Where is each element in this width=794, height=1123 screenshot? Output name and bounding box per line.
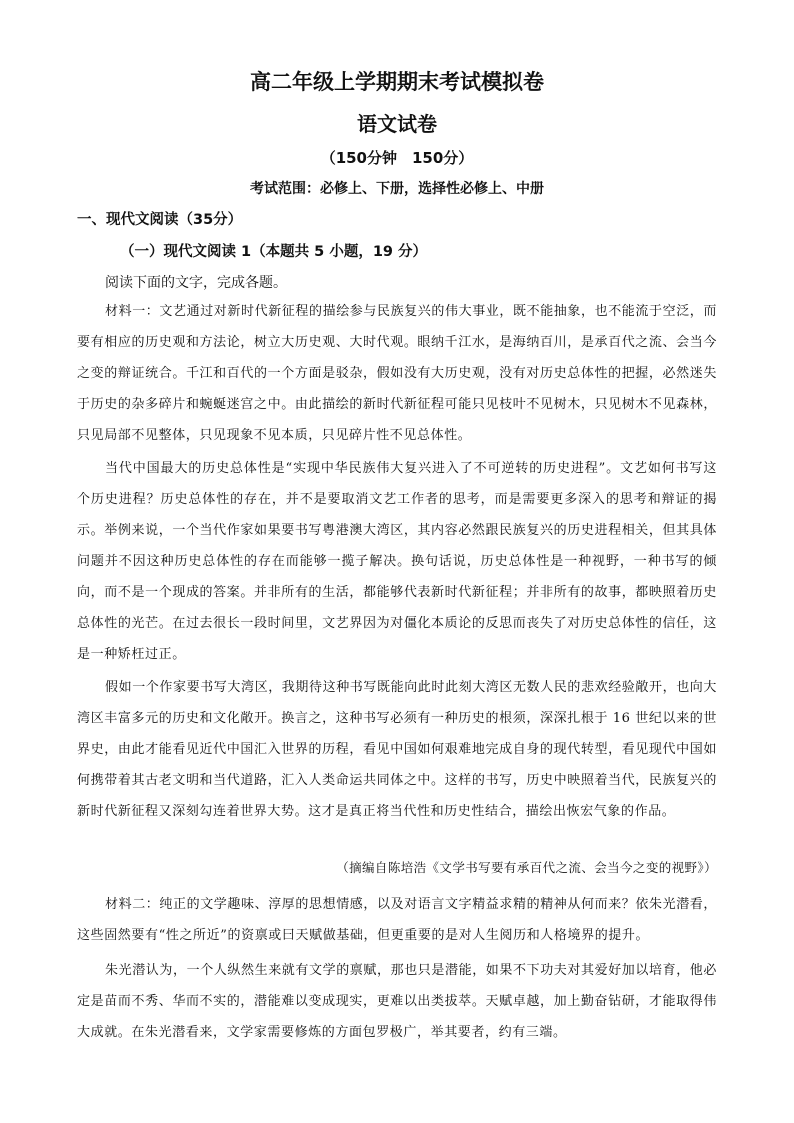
material2-paragraph-2	[77, 955, 717, 1048]
paragraph-text: 假如一个作家要书写大湾区，我期待这种书写既能向此时此刻大湾区无数人民的悲欢经验敞开，也向大湾区丰富多元的历史和文化敞开。换言之，这种书写必须有一种历史的根须，深深扎根于 16 世纪以来的世界史，由此才能看见近代中国汇入世界的历程，看见中国如何艰难地完成自身的现代转型，看见现代中国如何携带着其古老文明和当代道路，汇入人类命运共同体之中。这样的书写，历史中映照着当代，民族复兴的新时代新征程又深刻勾连着世界大势。这才是真正将当代性和历史性结合，描绘出恢宏气象的作品。	[77, 680, 718, 819]
reading-instruction: 阅读下面的文字，完成各题。	[105, 275, 287, 291]
paragraph-text: 朱光潜认为，一个人纵然生来就有文学的禀赋，那也只是潜能，如果不下功夫对其爱好加以培育，他必定是苗而不秀、华而不实的，潜能难以变成现实，更难以出类拔萃。天赋卓越，加上勤奋钻研，才能取得伟大成就。在朱光潜看来，文学家需要修炼的方面包罗极广，举其要者，约有三端。	[77, 963, 718, 1040]
material1-paragraph-1	[77, 296, 717, 451]
paragraph-text: 材料一：文艺通过对新时代新征程的描绘参与民族复兴的伟大事业，既不能抽象，也不能流于空泛，而要有相应的历史观和方法论，树立大历史观、大时代观。眼纳千江水，是海纳百川，是承百代之流、会当今之变的辩证统合。千江和百代的一个方面是驳杂，假如没有大历史观，没有对历史总体性的把握，必然迷失于历史的杂多碎片和蜿蜒迷宫之中。由此描绘的新时代新征程可能只见枝叶不见树木，只见树木不见森林，只见局部不见整体，只见现象不见本质，只见碎片性不见总体性。	[77, 304, 718, 443]
material1-paragraph-3	[77, 672, 717, 827]
exam-main-title: 高二年级上学期期末考试模拟卷	[250, 70, 544, 94]
paragraph-text: 当代中国最大的历史总体性是“实现中华民族伟大复兴进入了不可逆转的历史进程”。文艺如何书写这个历史进程？历史总体性的存在，并不是要取消文艺工作者的思考，而是需要更多深入的思考和辩证的揭示。举例来说，一个当代作家如果要书写粤港澳大湾区，其内容必然跟民族复兴的历史进程相关，但其具体问题并不因这种历史总体性的存在而能够一揽子解决。换句话说，历史总体性是一种视野，一种书写的倾向，而不是一个现成的答案。并非所有的生活，都能够代表新时代新征程；并非所有的故事，都映照着历史总体性的光芒。在过去很长一段时间里，文艺界因为对僵化本质论的反思而丧失了对历史总体性的信任，这是一种矫枉过正。	[77, 461, 717, 662]
section-heading: 一、现代文阅读（35分）	[77, 212, 243, 228]
paragraph-text: 材料二：纯正的文学趣味、淳厚的思想情感，以及对语言文字精益求精的精神从何而来？依朱光潜看，这些固然要有“性之所近”的资禀或曰天赋做基础，但更重要的是对人生阅历和人格境界的提升。	[77, 897, 718, 943]
subsection-heading: （一）现代文阅读 1（本题共 5 小题，19 分）	[120, 244, 428, 260]
material1-source-citation: （摘编自陈培浩《文学书写要有承百代之流、会当今之变的视野》）	[336, 860, 717, 875]
material1-paragraph-2	[77, 453, 717, 670]
exam-duration: （150分钟 150分）	[320, 149, 474, 167]
material2-paragraph-1	[77, 889, 717, 951]
exam-scope: 考试范围：必修上、下册，选择性必修上、中册	[250, 181, 544, 197]
exam-subject-title: 语文试卷	[357, 112, 437, 136]
